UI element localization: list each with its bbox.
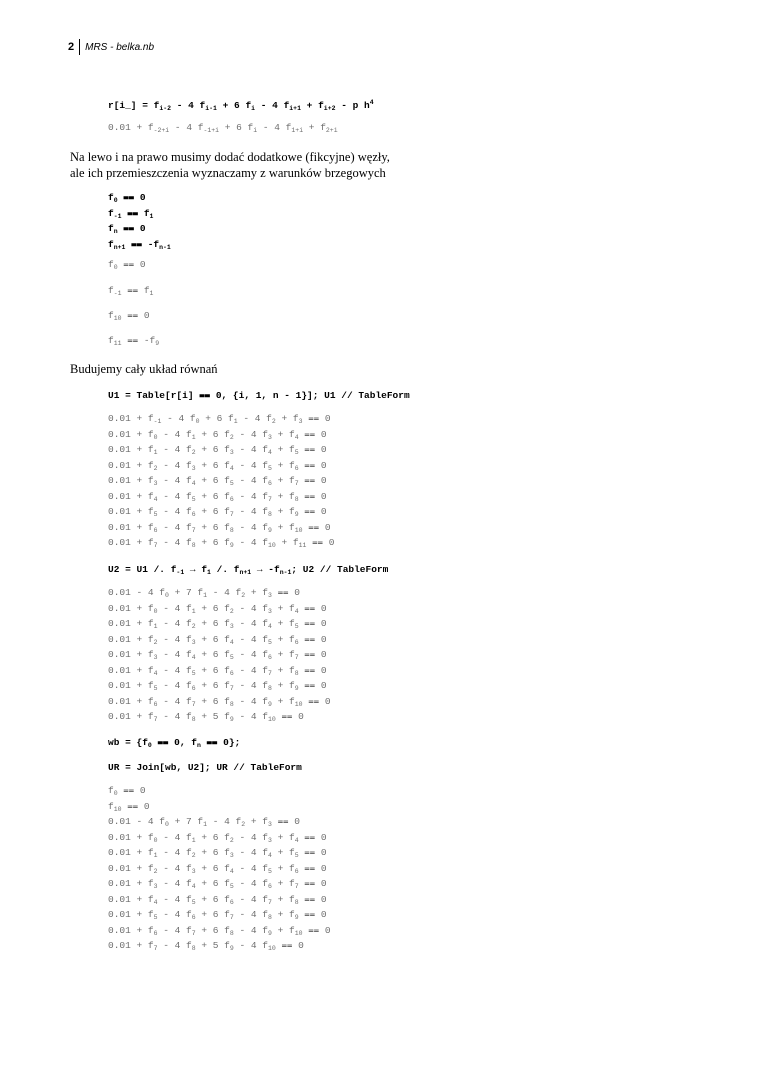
page-number: 2 <box>68 41 75 53</box>
output-cell-bc-2 <box>108 284 153 298</box>
equation-row: $0.01 + f_4 - 4$ $f_5 + 6$ $f_6 - 4$ $f_7 + f_8$ ⩵ 0 <box>108 893 327 906</box>
r-definition-input: r[i_] = $f_{i-2} - 4$ $f_{i-1} + 6$ $f_i - 4$ $f_{i+1} + f_{i+2} - p$ $h^4$ <box>108 99 374 112</box>
u2-input: U2 = U1 /. $f_{-1} \to f_1$ /. $f_{n+1} \to -f_{n-1}$; U2 // TableForm <box>108 564 389 576</box>
equation-row: $0.01 + f_4 - 4$ $f_5 + 6$ $f_6 - 4$ $f_7 + f_8$ ⩵ 0 <box>108 664 327 677</box>
bc-input-line: $f_{-1}$ ⩵ $f_1$ <box>108 207 154 220</box>
equation-row: $0.01 + f_7 - 4$ $f_8 + 5$ $f_9 - 4$ $f_{10}$ ⩵ 0 <box>108 711 304 723</box>
output-table-u2 <box>108 585 331 725</box>
input-cell-boundary-conditions[interactable] <box>108 190 171 252</box>
equation-row: $0.01 + f_5 - 4$ $f_6 + 6$ $f_7 - 4$ $f_8 + f_9$ ⩵ 0 <box>108 909 327 921</box>
header-divider <box>79 39 80 55</box>
equation-row: $0.01 + f_5 - 4$ $f_6 + 6$ $f_7 - 4$ $f_8 + f_9$ ⩵ 0 <box>108 506 327 518</box>
equation-row: $0.01 + f_6 - 4$ $f_7 + 6$ $f_8 - 4$ $f_9 + f_{10}$ ⩵ 0 <box>108 521 331 534</box>
equation-row: $0.01 + f_0 - 4$ $f_1 + 6$ $f_2 - 4$ $f_3 + f_4$ ⩵ 0 <box>108 602 327 615</box>
output-cell-bc-3 <box>108 309 150 323</box>
equation-row: $0.01 + f_3 - 4$ $f_4 + 6$ $f_5 - 4$ $f_6 + f_7$ ⩵ 0 <box>108 878 327 890</box>
equation-row: $0.01 + f_3 - 4$ $f_4 + 6$ $f_5 - 4$ $f_6 + f_7$ ⩵ 0 <box>108 475 327 487</box>
equation-row: $0.01 + f_3 - 4$ $f_4 + 6$ $f_5 - 4$ $f_6 + f_7$ ⩵ 0 <box>108 649 327 661</box>
input-cell-ur[interactable] <box>108 760 302 776</box>
bc-input-line: $f_0$ ⩵ 0 <box>108 192 146 204</box>
equation-row: $0.01 + f_7 - 4$ $f_8 + 5$ $f_9 - 4$ $f_{10}$ ⩵ 0 <box>108 940 304 952</box>
bc-output: $f_{-1}$ ⩵ $f_1$ <box>108 285 154 297</box>
bc-output: $f_{10}$ ⩵ 0 <box>108 310 150 322</box>
equation-row: $0.01 + f_4 - 4$ $f_5 + 6$ $f_6 - 4$ $f_7 + f_8$ ⩵ 0 <box>108 490 327 503</box>
equation-row: 0.01 - 4 $f_0 + 7$ $f_1 - 4$ $f_2 + f_3$ ⩵ 0 <box>108 587 300 599</box>
equation-row: $0.01 + f_7 - 4$ $f_8 + 6$ $f_9 - 4$ $f_{10} + f_{11}$ ⩵ 0 <box>108 537 335 549</box>
equation-row: $0.01 + f_2 - 4$ $f_3 + 6$ $f_4 - 4$ $f_5 + f_6$ ⩵ 0 <box>108 459 327 472</box>
r-definition-output: $0.01 + f_{-2+i} - 4$ $f_{-1+i} + 6$ $f_i - 4$ $f_{1+i} + f_{2+i}$ <box>108 122 338 134</box>
output-table-ur <box>108 783 331 954</box>
text-cell-ghost-nodes <box>70 149 390 181</box>
text-line-1: Na lewo i na prawo musimy dodać dodatkowe (fikcyjne) węzły, <box>70 150 390 164</box>
equation-row: $f_0$ ⩵ 0 <box>108 785 146 797</box>
equation-row: $0.01 + f_0 - 4$ $f_1 + 6$ $f_2 - 4$ $f_3 + f_4$ ⩵ 0 <box>108 428 327 441</box>
equation-row: $0.01 + f_0 - 4$ $f_1 + 6$ $f_2 - 4$ $f_3 + f_4$ ⩵ 0 <box>108 831 327 844</box>
equation-row: $0.01 + f_6 - 4$ $f_7 + 6$ $f_8 - 4$ $f_9 + f_{10}$ ⩵ 0 <box>108 924 331 937</box>
bc-output: $f_0$ ⩵ 0 <box>108 259 146 271</box>
equation-row: $0.01 + f_1 - 4$ $f_2 + 6$ $f_3 - 4$ $f_4 + f_5$ ⩵ 0 <box>108 847 327 859</box>
input-cell-u2[interactable] <box>108 562 388 578</box>
equation-row: $0.01 + f_5 - 4$ $f_6 + 6$ $f_7 - 4$ $f_8 + f_9$ ⩵ 0 <box>108 680 327 692</box>
text-line-2: ale ich przemieszczenia wyznaczamy z warunków brzegowych <box>70 166 386 180</box>
notebook-file-name: MRS - belka.nb <box>85 41 155 53</box>
equation-row: $0.01 + f_2 - 4$ $f_3 + 6$ $f_4 - 4$ $f_5 + f_6$ ⩵ 0 <box>108 633 327 646</box>
bc-input-line: $f_{n+1}$ ⩵ $-f_{n-1}$ <box>108 238 171 251</box>
text-cell-system <box>70 361 218 377</box>
input-cell-r[interactable] <box>108 98 374 114</box>
equation-row: $0.01 + f_2 - 4$ $f_3 + 6$ $f_4 - 4$ $f_5 + f_6$ ⩵ 0 <box>108 862 327 875</box>
u1-input: U1 = Table[r[i] ⩵ 0, {i, 1, n - 1}]; U1 // TableForm <box>108 390 410 401</box>
equation-row: $f_{10}$ ⩵ 0 <box>108 800 150 813</box>
output-cell-bc-1 <box>108 258 146 272</box>
equation-row: $0.01 + f_{-1} - 4$ $f_0 + 6$ $f_1 - 4$ $f_2 + f_3$ ⩵ 0 <box>108 413 331 425</box>
output-cell-r <box>108 120 338 136</box>
equation-row: $0.01 + f_1 - 4$ $f_2 + 6$ $f_3 - 4$ $f_4 + f_5$ ⩵ 0 <box>108 444 327 456</box>
equation-row: $0.01 + f_6 - 4$ $f_7 + 6$ $f_8 - 4$ $f_9 + f_{10}$ ⩵ 0 <box>108 695 331 708</box>
bc-input-line: $f_n$ ⩵ 0 <box>108 223 146 235</box>
input-cell-wb[interactable] <box>108 735 240 751</box>
text-line: Budujemy cały układ równań <box>70 362 218 376</box>
wb-input: wb = {$f_0$ ⩵ 0, $f_n$ ⩵ 0}; <box>108 737 241 749</box>
equation-row: 0.01 - 4 $f_0 + 7$ $f_1 - 4$ $f_2 + f_3$ ⩵ 0 <box>108 816 300 828</box>
bc-output: $f_{11}$ ⩵ $-f_9$ <box>108 335 160 347</box>
output-table-u1 <box>108 411 334 551</box>
output-cell-bc-4 <box>108 334 159 348</box>
ur-input: UR = Join[wb, U2]; UR // TableForm <box>108 762 302 773</box>
input-cell-u1[interactable] <box>108 388 410 404</box>
page-header <box>68 38 154 56</box>
equation-row: $0.01 + f_1 - 4$ $f_2 + 6$ $f_3 - 4$ $f_4 + f_5$ ⩵ 0 <box>108 618 327 630</box>
